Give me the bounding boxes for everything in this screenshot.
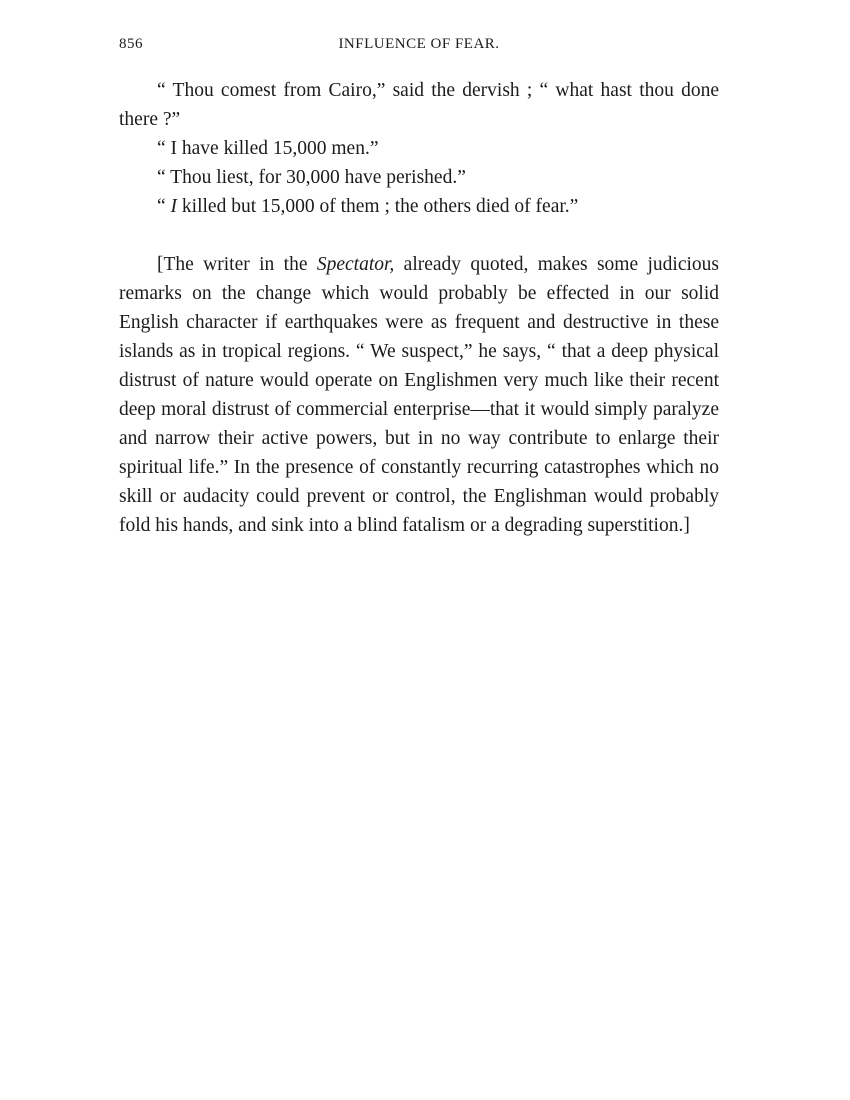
body-text	[119, 76, 719, 540]
text-segment: “ Thou comest from Cairo,” said the dervish ; “ what hast thou done there ?”	[119, 80, 719, 130]
paragraph	[119, 76, 719, 134]
italic-text: I	[170, 196, 178, 217]
page-number: 856	[119, 36, 143, 52]
text-segment: “	[157, 196, 171, 217]
text-segment: “ I have killed 15,000 men.”	[157, 138, 379, 159]
paragraph	[119, 134, 719, 163]
text-segment: already quoted, makes some judicious remarks on the change which would probably be effected in our solid English character if earthquakes were as frequent and destructive in these islands as in tropical regions. “ We suspect,” he says, “ that a deep physical distrust of nature would operate on Englishmen very much like their recent deep moral distrust of commercial enterprise—that it would simply paralyze and narrow their active powers, but in no way contribute to enlarge their spiritual life.” In the presence of constantly recurring catastrophes which no skill or audacity could prevent or control, the Englishman would probably fold his hands, and sink into a blind fatalism or a degrading superstition.]	[119, 254, 719, 536]
running-title: INFLUENCE OF FEAR.	[338, 36, 500, 52]
text-segment: “ Thou liest, for 30,000 have perished.”	[157, 167, 466, 188]
paragraph	[119, 250, 719, 540]
text-segment: killed but 15,000 of them ; the others died of fear.”	[177, 196, 579, 217]
paragraph	[119, 163, 719, 192]
paragraph-spacer	[119, 221, 719, 250]
paragraph	[119, 192, 719, 221]
text-segment: [The writer in the	[157, 254, 317, 275]
page-header	[119, 36, 719, 56]
italic-text: Spectator,	[316, 254, 395, 275]
